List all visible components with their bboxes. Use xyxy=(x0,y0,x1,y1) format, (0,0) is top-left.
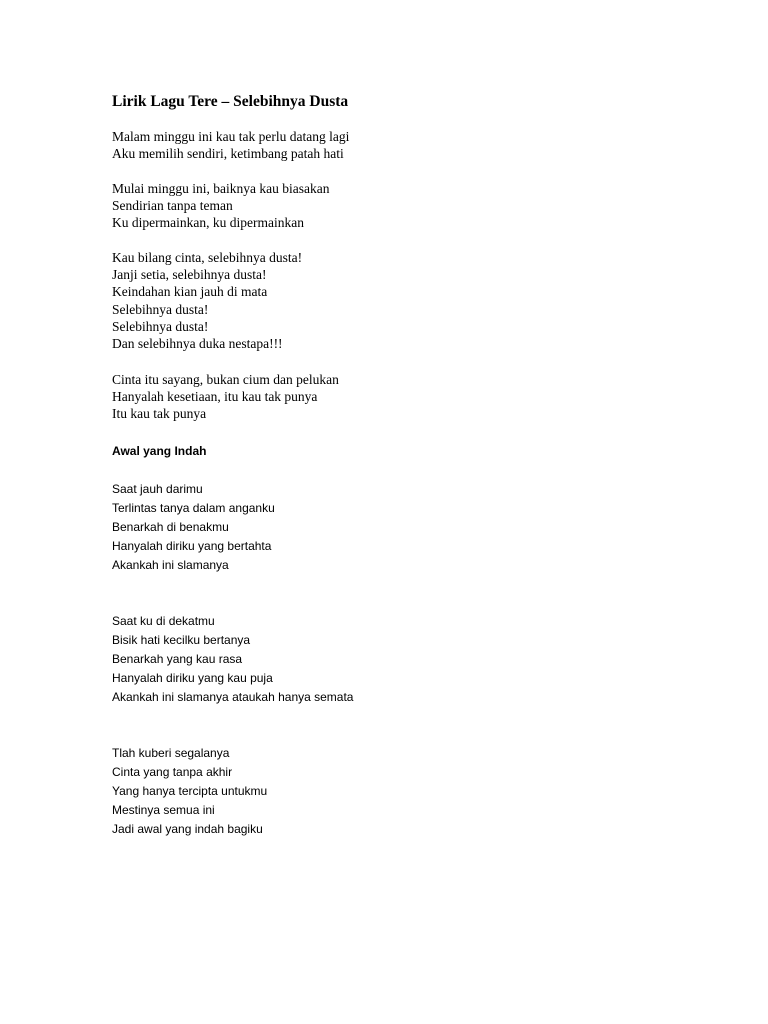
lyric-line: Saat ku di dekatmu xyxy=(112,614,215,628)
lyric-line: Sendirian tanpa teman xyxy=(112,198,233,214)
song1-stanza-2 xyxy=(112,180,329,232)
lyric-line: Dan selebihnya duka nestapa!!! xyxy=(112,336,283,352)
lyric-line: Jadi awal yang indah bagiku xyxy=(112,822,263,836)
song2-title: Awal yang Indah xyxy=(112,444,207,458)
lyric-line: Yang hanya tercipta untukmu xyxy=(112,784,268,798)
lyric-line: Malam minggu ini kau tak perlu datang lagi xyxy=(112,129,350,144)
lyric-line: Hanyalah diriku yang bertahta xyxy=(112,539,272,553)
song2-stanza-3 xyxy=(112,744,267,839)
lyric-line: Janji setia, selebihnya dusta! xyxy=(112,267,267,283)
lyric-line: Cinta yang tanpa akhir xyxy=(112,765,233,779)
lyric-line: Selebihnya dusta! xyxy=(112,301,209,317)
lyric-line: Saat jauh darimu xyxy=(112,482,203,496)
lyric-line: Mestinya semua ini xyxy=(112,803,215,817)
lyric-line: Hanyalah diriku yang kau puja xyxy=(112,671,273,685)
lyric-line: Kau bilang cinta, selebihnya dusta! xyxy=(112,250,303,265)
lyric-line: Benarkah di benakmu xyxy=(112,520,229,534)
lyric-line: Selebihnya dusta! xyxy=(112,318,209,334)
document-title: Lirik Lagu Tere – Selebihnya Dusta xyxy=(112,93,349,110)
lyric-line: Ku dipermainkan, ku dipermainkan xyxy=(112,215,304,231)
lyric-line: Mulai minggu ini, baiknya kau biasakan xyxy=(112,181,330,196)
lyric-line: Akankah ini slamanya ataukah hanya semata xyxy=(112,690,354,704)
lyric-line: Tlah kuberi segalanya xyxy=(112,746,230,760)
lyric-line: Aku memilih sendiri, ketimbang patah hati xyxy=(112,146,344,162)
lyric-line: Cinta itu sayang, bukan cium dan pelukan xyxy=(112,372,339,387)
song1-stanza-4 xyxy=(112,371,339,423)
lyric-line: Keindahan kian jauh di mata xyxy=(112,284,268,300)
song2-stanza-2 xyxy=(112,612,353,707)
song1-stanza-1 xyxy=(112,128,349,162)
lyric-line: Benarkah yang kau rasa xyxy=(112,652,243,666)
lyric-line: Hanyalah kesetiaan, itu kau tak punya xyxy=(112,389,318,405)
lyric-line: Terlintas tanya dalam anganku xyxy=(112,501,275,515)
lyric-line: Akankah ini slamanya xyxy=(112,558,229,572)
song2-stanza-1 xyxy=(112,480,275,575)
lyric-line: Bisik hati kecilku bertanya xyxy=(112,633,251,647)
song1-stanza-3 xyxy=(112,249,302,352)
lyric-line: Itu kau tak punya xyxy=(112,406,207,422)
